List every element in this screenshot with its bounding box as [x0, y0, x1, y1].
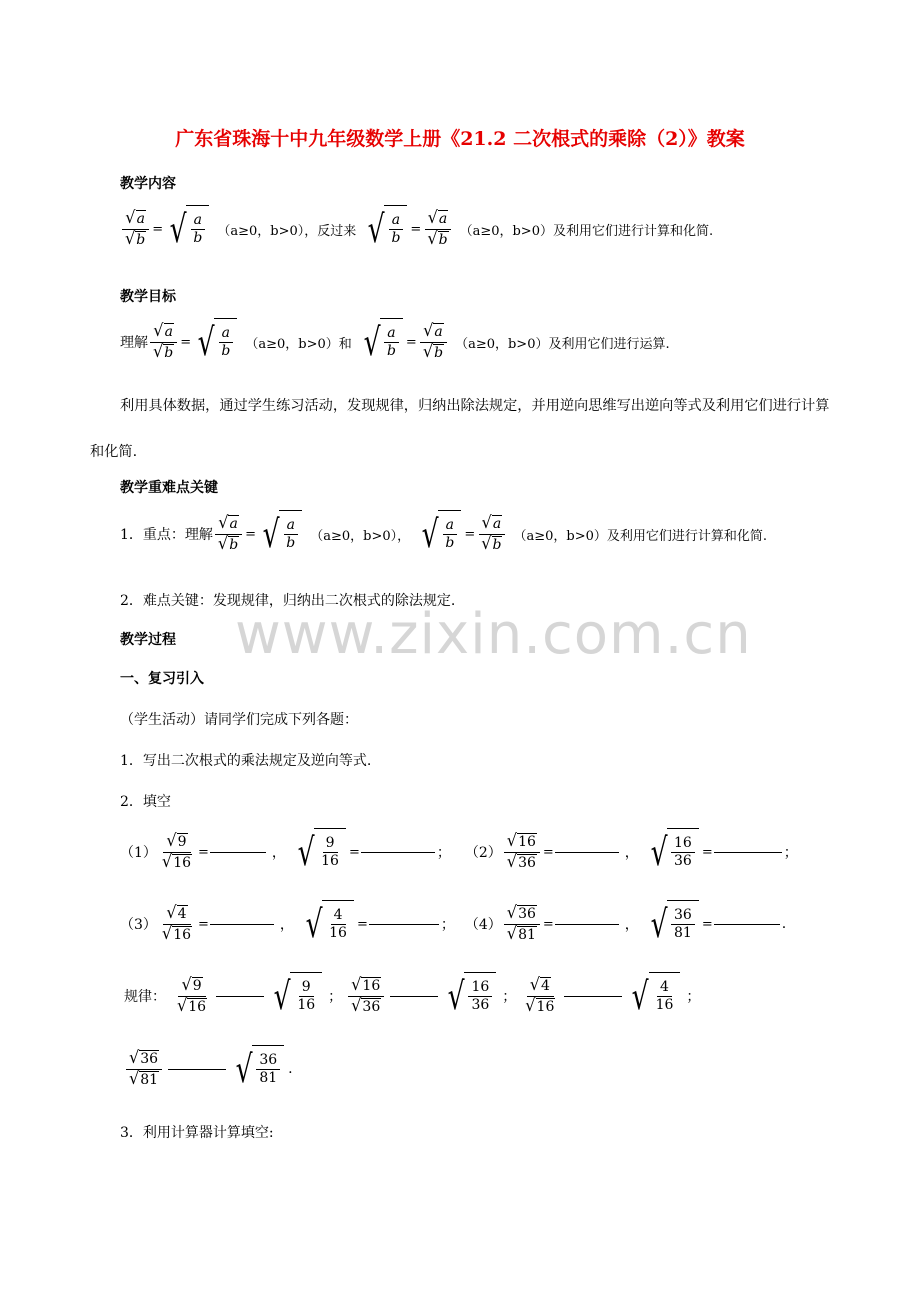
goal-paragraph: 利用具体数据，通过学生练习活动，发现规律，归纳出除法规定，并用逆向思维写出逆向等式及利用它们进行计算和化简. — [90, 398, 830, 460]
sqrt-a-over-sqrt-b: √ a √ b — [215, 515, 242, 553]
condition-text: （a≥0，b>0）和 — [245, 336, 352, 352]
condition-text: （a≥0，b>0）及利用它们进行运算. — [455, 336, 670, 352]
answer-blank[interactable] — [564, 996, 622, 997]
sqrt-a-over-sqrt-b: √ a √ b — [478, 515, 505, 553]
condition-text: （a≥0，b>0）及利用它们进行计算和化简. — [459, 223, 714, 239]
sqrt36-over-sqrt81: √ 36 √ 81 — [126, 1050, 162, 1088]
sqrt-a-over-sqrt-b: √ a √ b — [424, 210, 451, 248]
answer-blank[interactable] — [390, 996, 438, 997]
sqrt-a-over-sqrt-b: √ a √ b — [122, 210, 149, 248]
answer-blank[interactable] — [361, 852, 435, 853]
answer-blank[interactable] — [714, 924, 780, 925]
sqrt-a-over-sqrt-b: √ a √ b — [150, 323, 177, 361]
sqrt16-over-sqrt36: √ 16 √ 36 — [348, 977, 384, 1015]
rule-row-continued: √ 36 √ 81 √ $\frac{36}{81}$ . — [124, 1045, 293, 1093]
answer-blank[interactable] — [210, 924, 274, 925]
heading-review: 一、复习引入 — [120, 671, 204, 687]
answer-blank[interactable] — [168, 1069, 226, 1070]
sqrt36-over-sqrt81: √ 36 √ 81 — [504, 905, 540, 943]
sqrt4-over-sqrt16: √ 4 √ 16 — [525, 974, 555, 1015]
answer-blank[interactable] — [555, 924, 619, 925]
answer-blank[interactable] — [216, 996, 264, 997]
sqrt-of-a-over-b: √ $\frac{a}{b}$ — [259, 510, 302, 558]
sqrt9-over-sqrt16: √ 9 √ 16 — [161, 830, 192, 871]
question-1: 1．写出二次根式的乘法规定及逆向等式. — [120, 753, 372, 769]
sqrt-of-9-over-16: √ $\frac{9}{16}$ — [294, 828, 346, 876]
rule-row: 规律： √ 9 √ 16 √ $\frac{9}{16}$ ； √ 16 √ 36 √ $\frac{16}{36}$ ； √ 4 √ 16 √ $\frac{4}{16}$ ； — [124, 974, 701, 1018]
goal-formula-line: 理解 √ a √ b = √ $\frac{a}{b}$ （a≥0，b>0）和 √ $\frac{a}{b}$ = √ a √ b （a≥0，b>0）及利用它们进行运算. — [120, 320, 670, 364]
content-formula-line: √ a √ b = √ $\frac{a}{b}$ （a≥0，b>0），反过来 √ $\frac{a}{b}$ = √ a √ b （a≥0，b>0）及利用它们进行计算和化简. — [120, 205, 719, 253]
sqrt-of-9-over-16: √ $\frac{9}{16}$ — [270, 972, 322, 1020]
answer-blank[interactable] — [210, 852, 266, 853]
sqrt-of-16-over-36: √ $\frac{16}{36}$ — [647, 828, 699, 876]
sqrt-of-a-over-b: √ $\frac{a}{b}$ — [194, 318, 237, 366]
sqrt-of-4-over-16: √ $\frac{4}{16}$ — [302, 900, 354, 948]
question-2: 2．填空 — [120, 794, 171, 810]
question-3: 3．利用计算器计算填空: — [120, 1125, 274, 1141]
sqrt-of-36-over-81: √ $\frac{36}{81}$ — [232, 1045, 284, 1093]
condition-text: （a≥0，b>0）及利用它们进行计算和化简. — [513, 528, 768, 544]
condition-text: （a≥0，b>0）， — [310, 528, 411, 544]
answer-blank[interactable] — [555, 852, 619, 853]
sqrt-of-16-over-36: √ $\frac{16}{36}$ — [444, 972, 496, 1020]
fill-row-2: （3） √ 4 √ 16 = ， √ $\frac{4}{16}$ = ； （4） √ 36 √ 81 = ， √ $\frac{36}{81}$ = . — [120, 902, 787, 946]
key-point-2: 2．难点关键：发现规律，归纳出二次根式的除法规定. — [120, 593, 456, 609]
sqrt4-over-sqrt16: √ 4 √ 16 — [161, 902, 192, 943]
watermark: www.zixin.com.cn — [235, 602, 752, 667]
condition-text: （a≥0，b>0），反过来 — [217, 223, 357, 239]
sqrt9-over-sqrt16: √ 9 √ 16 — [177, 974, 207, 1015]
page-title: 广东省珠海十中九年级数学上册《21.2 二次根式的乘除（2）》教案 — [175, 128, 745, 150]
heading-content: 教学内容 — [120, 176, 176, 192]
answer-blank[interactable] — [714, 852, 782, 853]
activity-intro: （学生活动）请同学们完成下列各题： — [120, 712, 358, 728]
sqrt-of-a-over-b: √ $\frac{a}{b}$ — [360, 318, 403, 366]
sqrt16-over-sqrt36: √ 16 √ 36 — [504, 833, 540, 871]
heading-goal: 教学目标 — [120, 289, 176, 305]
sqrt-of-36-over-81: √ $\frac{36}{81}$ — [647, 900, 699, 948]
sqrt-of-a-over-b: √ $\frac{a}{b}$ — [418, 510, 461, 558]
fill-row-1: （1） √ 9 √ 16 = ， √ $\frac{9}{16}$ = ； （2） √ 16 √ 36 = ， √ $\frac{16}{36}$ = ； — [120, 830, 798, 874]
heading-process: 教学过程 — [120, 632, 176, 648]
key-point-1: 1．重点：理解 √ a √ b = √ $\frac{a}{b}$ （a≥0，b>0）， √ $\frac{a}{b}$ = √ a √ b （a≥0，b>0）及利用它们进行计算和化简. — [120, 512, 768, 556]
sqrt-a-over-sqrt-b: √ a √ b — [420, 323, 447, 361]
heading-key-points: 教学重难点关键 — [120, 480, 218, 496]
sqrt-of-a-over-b: √ $\frac{a}{b}$ — [166, 205, 209, 253]
answer-blank[interactable] — [369, 924, 439, 925]
sqrt-of-a-over-b: √ $\frac{a}{b}$ — [364, 205, 407, 253]
sqrt-of-4-over-16: √ $\frac{4}{16}$ — [628, 972, 680, 1020]
